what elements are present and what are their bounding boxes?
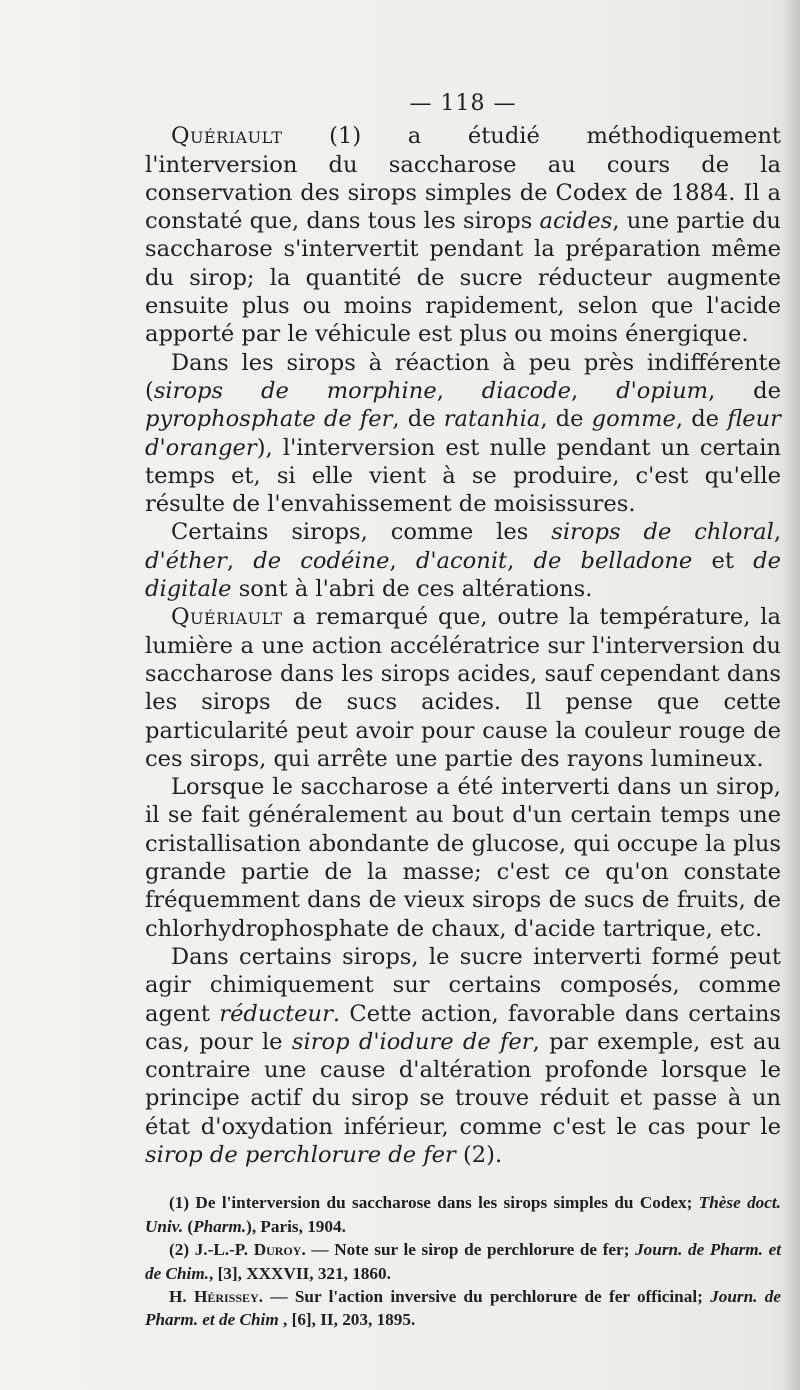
- footnote: [145, 1238, 781, 1285]
- paragraph: [145, 349, 781, 519]
- italic-text: réducteur: [219, 1000, 333, 1027]
- italic-text: d'aconit: [415, 547, 508, 574]
- paragraph: [145, 518, 781, 603]
- footnote: [145, 1191, 781, 1238]
- text-run: , une partie du saccharose s'intervertit pendant la préparation même du sirop; la quantité de sucre réducteur augmente ensuite plus ou moins rapidement, selon que l'acide apporté par le véhicule est plus ou moins énergique.: [145, 208, 781, 348]
- italic-text: sirop de perchlorure de fer: [145, 1141, 456, 1168]
- italic-text: de codéine: [253, 547, 390, 574]
- paragraph: [145, 603, 781, 773]
- italic-text: fleur d'oranger: [145, 406, 781, 461]
- paragraph: [145, 773, 781, 943]
- text-run: ,: [571, 377, 617, 404]
- author-name: Hérissey: [193, 1286, 259, 1306]
- italic-text: ratanhia: [443, 406, 541, 433]
- text-run: (: [183, 1216, 194, 1236]
- italic-text: Pharm.: [193, 1216, 247, 1236]
- italic-text: sirops de chloral: [551, 519, 774, 546]
- text-run: a remarqué que, outre la température, la lumière a une action accélératrice sur l'interversion du saccharose dans les sirops acides, sauf cependant dans les sirops de sucs acides. Il pense que cette particularité peut avoir pour cause la couleur rouge de ces sirops, qui arrête une partie des rayons lumineux.: [145, 604, 781, 772]
- italic-text: sirop d'iodure de fer: [291, 1028, 533, 1055]
- page-edge-shadow: [784, 0, 800, 1390]
- page-content: [145, 90, 781, 1332]
- italic-text: d'opium: [616, 377, 709, 404]
- text-run: Certains sirops, comme les: [171, 519, 552, 546]
- text-run: (1) De l'interversion du saccharose dans les sirops simples du Codex;: [169, 1193, 699, 1213]
- text-run: , par exemple, est au contraire une cause d'altération profonde lorsque le principe actif du sirop se trouve réduit et passe à un état d'oxydation inférieur, comme c'est le cas pour le: [145, 1028, 781, 1140]
- italic-text: pyrophosphate de fer: [145, 406, 393, 433]
- paragraph: [145, 943, 781, 1169]
- text-run: ,: [436, 377, 482, 404]
- text-run: , de: [392, 406, 444, 433]
- italic-text: Journ. de Pharm. et de Chim: [145, 1286, 781, 1330]
- text-run: sont à l'abri de ces altérations.: [231, 576, 593, 603]
- italic-text: de digitale: [145, 547, 781, 603]
- italic-text: d'éther: [145, 547, 227, 574]
- footnotes: [145, 1191, 781, 1331]
- page-number: — 118 —: [409, 91, 517, 116]
- text-run: , [3], XXXVII, 321, 1860.: [208, 1263, 391, 1283]
- author-name: Duroy: [253, 1240, 302, 1260]
- text-run: , de: [675, 406, 728, 433]
- text-run: (2).: [455, 1141, 503, 1168]
- italic-text: diacode: [481, 377, 572, 404]
- text-run: . — Sur l'action inversive du perchlorure de fer officinal;: [258, 1286, 711, 1306]
- italic-text: Journ. de Pharm. et de Chim.: [145, 1240, 781, 1283]
- italic-text: Thèse doct. Univ.: [145, 1193, 781, 1236]
- text-run: Dans les sirops à réaction à peu près indifférente (: [145, 349, 781, 404]
- text-run: ,: [389, 547, 416, 574]
- text-run: ,: [226, 547, 254, 574]
- text-run: ), Paris, 1904.: [246, 1216, 346, 1236]
- text-run: , de: [708, 377, 781, 404]
- italic-text: de belladone: [533, 547, 693, 574]
- text-run: et: [692, 547, 754, 574]
- text-run: . — Note sur le sirop de perchlorure de fer;: [301, 1240, 636, 1260]
- italic-text: acides: [539, 208, 613, 235]
- text-run: . Cette action, favorable dans certains cas, pour le: [145, 1000, 781, 1055]
- author-name: Quériault: [171, 604, 283, 631]
- text-run: (1) a étudié méthodiquement l'interversion du saccharose au cours de la conservation des sirops simples de Codex de 1884. Il a constaté que, dans tous les sirops: [145, 123, 781, 235]
- text-run: H.: [169, 1286, 194, 1306]
- text-run: Dans certains sirops, le sucre interverti formé peut agir chimiquement sur certains composés, comme agent: [145, 943, 781, 1027]
- text-run: ), l'interversion est nulle pendant un certain temps et, si elle vient à se produire, c'est qu'elle résulte de l'envahissement de moisissures.: [145, 434, 781, 518]
- italic-text: gomme: [591, 406, 676, 433]
- text-run: ,: [507, 547, 534, 574]
- paragraph: [145, 122, 781, 348]
- author-name: Quériault: [171, 123, 283, 150]
- text-run: (2) J.-L.-P.: [169, 1240, 254, 1260]
- text-run: ,: [773, 519, 781, 546]
- italic-text: sirops de morphine: [153, 377, 437, 404]
- footnote: [145, 1285, 781, 1332]
- body-text: [145, 122, 781, 1169]
- text-run: , [6], II, 203, 1895.: [278, 1310, 416, 1330]
- text-run: , de: [540, 406, 592, 433]
- text-run: Lorsque le saccharose a été interverti dans un sirop, il se fait généralement au bout d'un certain temps une cristallisation abondante de glucose, qui occupe la plus grande partie de la masse; c'est ce qu'on constate fréquemment dans de vieux sirops de sucs de fruits, de chlorhydrophosphate de chaux, d'acide tartrique, etc.: [145, 774, 781, 942]
